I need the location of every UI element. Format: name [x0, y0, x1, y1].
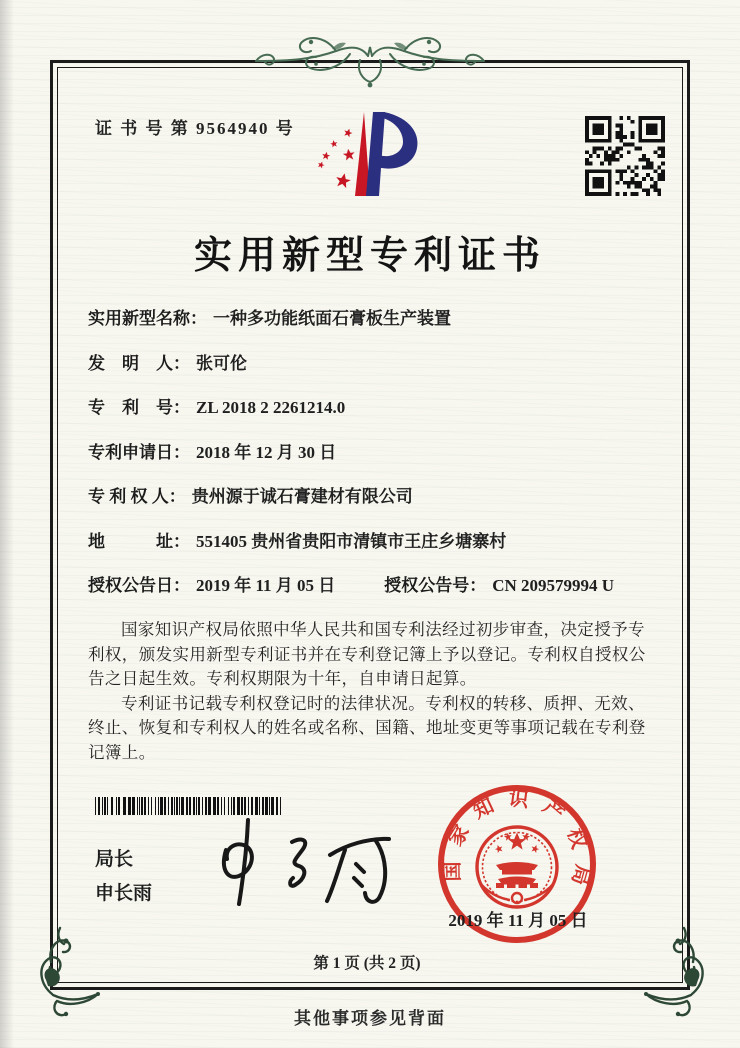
field-label: 专 利 号：: [88, 398, 190, 417]
field-label: 授权公告号：: [384, 576, 487, 595]
field-value: 2018 年 12 月 30 日: [196, 442, 337, 462]
field-grant-date-and-number: [88, 577, 658, 595]
certificate-title: 实用新型专利证书: [193, 235, 546, 277]
field-label: 专利申请日：: [88, 442, 190, 462]
body-paragraph-1: 国家知识产权局依照中华人民共和国专利法经过初步审查，决定授予专利权，颁发实用新型专利证书并在专利登记簿上予以登记。专利权自授权公告之日起生效。专利权期限为十年，自申请日起算。: [88, 620, 646, 689]
grant-date-pair: [88, 577, 380, 595]
field-label: 发 明 人：: [88, 353, 190, 373]
bottom-left-corner-ornament: [20, 922, 124, 1026]
field-address: [88, 533, 658, 551]
field-patentee: [88, 488, 658, 506]
grant-number-pair: [384, 576, 614, 595]
field-label: 专 利 权 人：: [88, 487, 186, 506]
field-value: CN 209579994 U: [492, 576, 615, 595]
national-emblem-icon: [477, 827, 557, 907]
qr-code-icon: [585, 116, 665, 196]
field-utility-model-name: [88, 310, 658, 328]
field-label: 授权公告日：: [88, 576, 190, 595]
page-number: 第 1 页 (共 2 页): [313, 955, 421, 972]
signer-title: 局长: [95, 849, 134, 870]
seal-date: 2019 年 11 月 05 日: [448, 911, 588, 930]
certificate-number: 证 书 号 第 9564940 号: [95, 119, 295, 138]
field-label: 实用新型名称：: [88, 309, 207, 328]
signer-block: [95, 843, 152, 911]
certificate-body-text: [88, 618, 656, 766]
field-value: 551405 贵州省贵阳市清镇市王庄乡塘寨村: [196, 531, 507, 551]
certificate-fields: [88, 310, 658, 595]
handwritten-signature-icon: [208, 808, 400, 914]
top-flourish-ornament: [252, 24, 488, 98]
seal-ring-text: 国家知识产权局: [441, 787, 594, 900]
field-inventor: [88, 355, 658, 373]
field-value: 张可伦: [196, 353, 247, 373]
body-paragraph-2: 专利证书记载专利权登记时的法律状况。专利权的转移、质押、无效、终止、恢复和专利权人的姓名或名称、国籍、地址变更等事项记载在专利登记簿上。: [88, 693, 646, 762]
back-side-note: 其他事项参见背面: [294, 1009, 446, 1028]
field-application-date: [88, 444, 658, 462]
field-value: ZL 2018 2 2261214.0: [196, 398, 346, 417]
field-patent-number: [88, 399, 658, 417]
field-value: 一种多功能纸面石膏板生产装置: [213, 309, 451, 328]
field-label: 地 址：: [88, 531, 190, 551]
bottom-right-corner-ornament: [620, 922, 724, 1026]
signer-name: 申长雨: [95, 883, 153, 904]
field-value: 2019 年 11 月 05 日: [196, 576, 336, 595]
field-value: 贵州源于诚石膏建材有限公司: [191, 487, 413, 506]
cnipa-logo-icon: [306, 108, 424, 202]
